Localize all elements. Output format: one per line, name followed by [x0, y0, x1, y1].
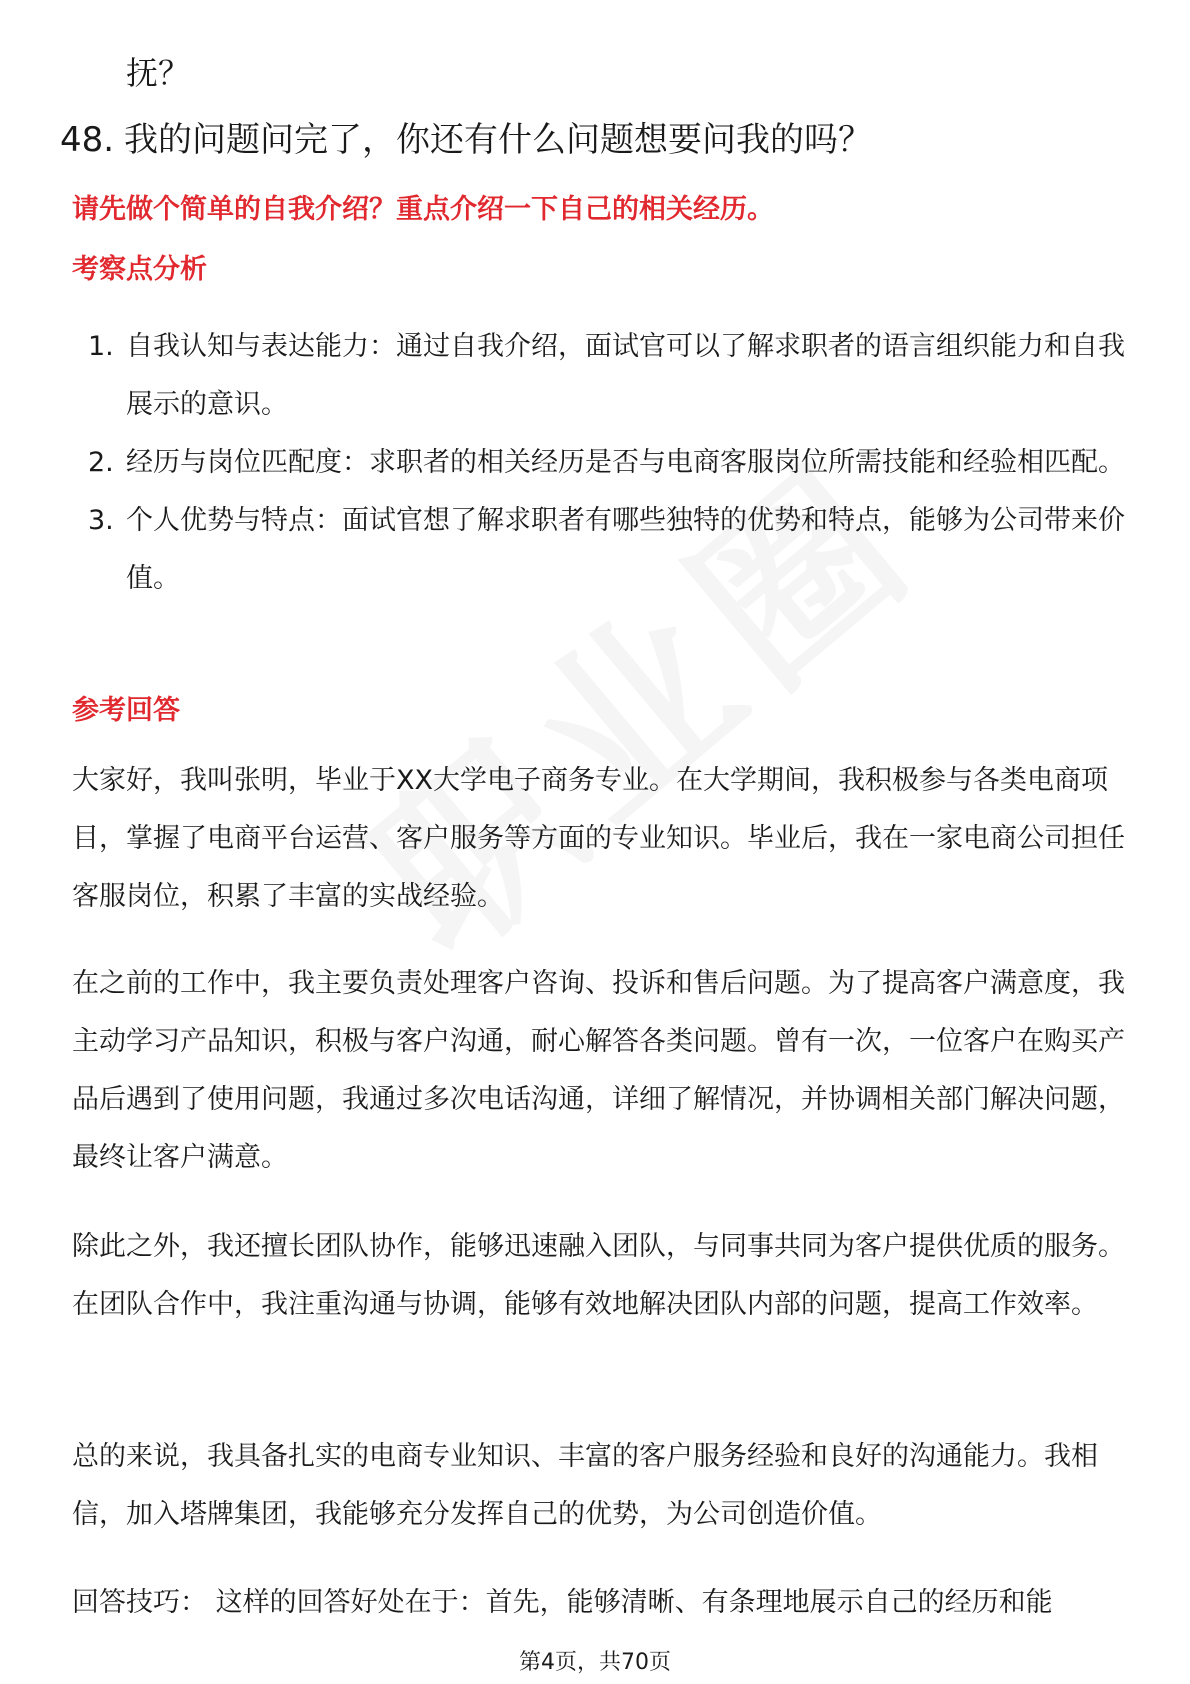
- list-item: [72, 434, 1132, 492]
- question-number: 48.: [60, 120, 115, 160]
- analysis-heading: 考察点分析: [72, 254, 207, 285]
- list-item-text: 自我认知与表达能力：通过自我介绍，面试官可以了解求职者的语言组织能力和自我展示的意识。: [126, 331, 1125, 420]
- list-item-number: 3.: [88, 505, 114, 536]
- list-item-text: 个人优势与特点：面试官想了解求职者有哪些独特的优势和特点，能够为公司带来价值。: [126, 505, 1125, 594]
- analysis-list: [72, 318, 1132, 608]
- answer-paragraph: 在之前的工作中，我主要负责处理客户咨询、投诉和售后问题。为了提高客户满意度，我主动学习产品知识，积极与客户沟通，耐心解答各类问题。曾有一次，一位客户在购买产品后遇到了使用问题，我通过多次电话沟通，详细了解情况，并协调相关部门解决问题，最终让客户满意。: [72, 968, 1125, 1173]
- answer-paragraph: 总的来说，我具备扎实的电商专业知识、丰富的客户服务经验和良好的沟通能力。我相信，加入塔牌集团，我能够充分发挥自己的优势，为公司创造价值。: [72, 1441, 1098, 1530]
- interview-question-heading: 请先做个简单的自我介绍？重点介绍一下自己的相关经历。: [72, 194, 774, 225]
- continuation-text: 抚？: [126, 54, 191, 92]
- question-text: 我的问题问完了，你还有什么问题想要问我的吗？: [124, 120, 872, 160]
- list-item-text: 经历与岗位匹配度：求职者的相关经历是否与电商客服岗位所需技能和经验相匹配。: [126, 447, 1125, 478]
- list-item: [72, 492, 1132, 608]
- list-item: [72, 318, 1132, 434]
- list-item-number: 2.: [88, 447, 114, 478]
- page-footer: 第4页，共70页: [519, 1650, 671, 1675]
- answer-tips-paragraph: 回答技巧： 这样的回答好处在于：首先，能够清晰、有条理地展示自己的经历和能: [72, 1587, 1053, 1618]
- list-item-number: 1.: [88, 331, 114, 362]
- answer-heading: 参考回答: [72, 695, 180, 726]
- answer-paragraph: 大家好，我叫张明，毕业于XX大学电子商务专业。在大学期间，我积极参与各类电商项目，掌握了电商平台运营、客户服务等方面的专业知识。毕业后，我在一家电商公司担任客服岗位，积累了丰富的实战经验。: [72, 765, 1125, 912]
- answer-paragraph: 除此之外，我还擅长团队协作，能够迅速融入团队，与同事共同为客户提供优质的服务。在团队合作中，我注重沟通与协调，能够有效地解决团队内部的问题，提高工作效率。: [72, 1231, 1125, 1320]
- question-48: [60, 112, 872, 161]
